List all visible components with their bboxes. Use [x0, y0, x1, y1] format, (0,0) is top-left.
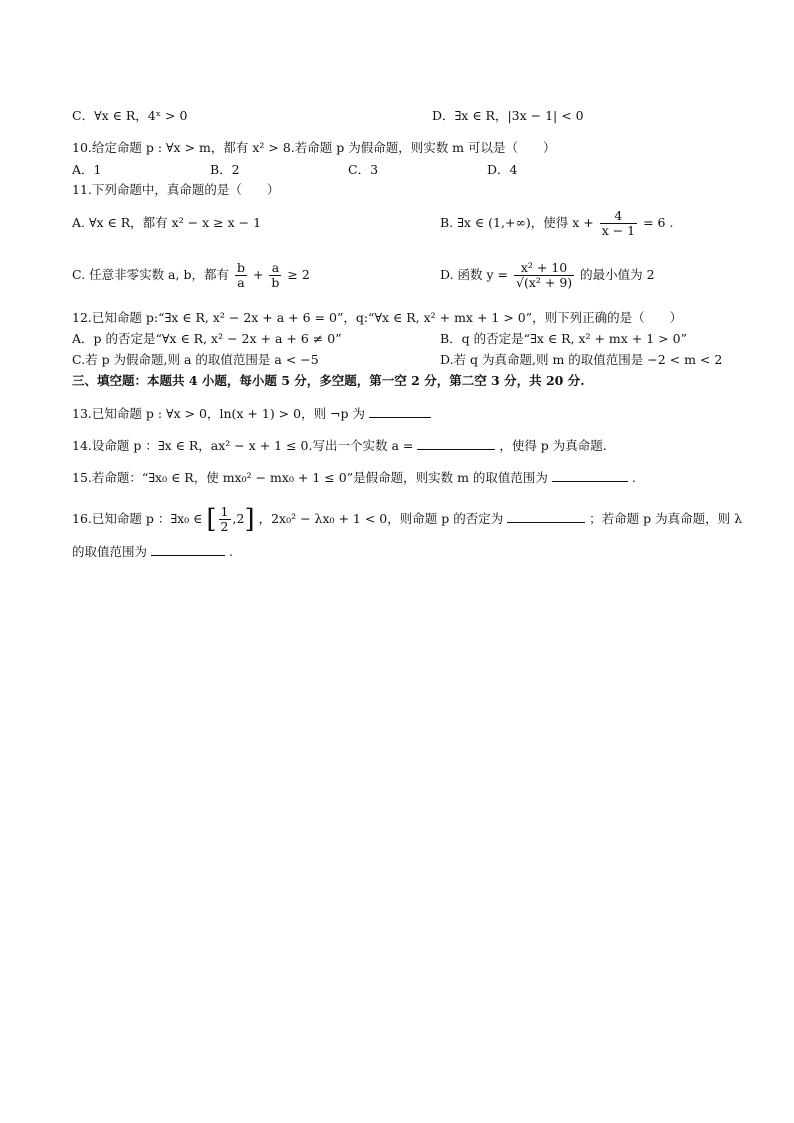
- q12-option-c: C.若 p 为假命题,则 a 的取值范围是 a < −5: [72, 352, 319, 367]
- fraction-denominator: b: [271, 275, 280, 290]
- q11-option-c-prefix: C. 任意非零实数 a, b，都有: [72, 267, 229, 282]
- q11-option-b-fraction: [600, 209, 637, 238]
- q14-prefix: 14.设命题 p ：∃x ∈ R，ax² − x + 1 ≤ 0.写出一个实数 a =: [72, 438, 414, 453]
- q11-option-b-suffix: = 6 .: [643, 215, 674, 230]
- q11-option-d-fraction: [514, 261, 574, 290]
- q16-middle: ，2x₀² − λx₀ + 1 < 0，则命题 p 的否定为: [258, 511, 504, 526]
- q15-prefix: 15.若命题：“∃x₀ ∈ R，使 mx₀² − mx₀ + 1 ≤ 0”是假命题，则实数 m 的取值范围为: [72, 470, 548, 485]
- q14: [72, 437, 607, 454]
- fraction-denominator: √(x² + 9): [516, 275, 573, 290]
- q10-option-b: B．2: [210, 162, 240, 177]
- fraction-numerator: x² + 10: [514, 261, 574, 276]
- plus-sign: +: [252, 267, 264, 282]
- q13-answer-blank[interactable]: [369, 405, 431, 418]
- fraction-numerator: b: [236, 260, 245, 275]
- q16-answer-blank-2[interactable]: [151, 543, 225, 556]
- q11-option-c-fraction-1: [235, 261, 247, 290]
- q11-stem: 11.下列命题中，真命题的是（ ）: [72, 182, 280, 197]
- q15: [72, 469, 636, 486]
- fraction-denominator: 2: [220, 519, 229, 534]
- q11-option-d: [440, 255, 655, 295]
- q9-option-c: C．∀x ∈ R，4ˣ > 0: [72, 108, 188, 123]
- q16-end: .: [228, 544, 233, 559]
- q16-interval-end: ,2: [232, 511, 245, 526]
- q16-prefix: 16.已知命题 p ：∃x₀ ∈: [72, 511, 203, 526]
- q12-stem: 12.已知命题 p:“∃x ∈ R, x² − 2x + a + 6 = 0”，q:“∀x ∈ R, x² + mx + 1 > 0”，则下列正确的是（ ）: [72, 310, 683, 325]
- q15-answer-blank[interactable]: [552, 469, 628, 482]
- fraction-numerator: 4: [600, 209, 637, 224]
- q14-answer-blank[interactable]: [417, 437, 495, 450]
- q11-option-b-prefix: B. ∃x ∈ (1,+∞)，使得 x +: [440, 215, 594, 230]
- q16-middle-2: ；若命题 p 为真命题，则 λ: [589, 511, 743, 526]
- q14-suffix: ，使得 p 为真命题.: [499, 438, 607, 453]
- q11-option-d-prefix: D. 函数 y =: [440, 267, 509, 282]
- q16-line-1: [72, 499, 742, 540]
- q12-option-a: A．p 的否定是“∀x ∈ R, x² − 2x + a + 6 ≠ 0”: [72, 331, 342, 346]
- q16-fraction: [219, 505, 231, 534]
- q13-stem: 13.已知命题 p : ∀x > 0，ln(x + 1) > 0，则 ¬p 为: [72, 406, 365, 421]
- section-3-title: 三、填空题：本题共 4 小题，每小题 5 分，多空题，第一空 2 分，第二空 3 分，共 20 分.: [72, 373, 585, 388]
- q12-option-d: D.若 q 为真命题,则 m 的取值范围是 −2 < m < 2: [440, 352, 723, 367]
- right-bracket: ]: [244, 504, 255, 535]
- q10-option-c: C．3: [348, 162, 379, 177]
- q9-option-d: D．∃x ∈ R，|3x − 1| < 0: [432, 108, 584, 123]
- q11-option-c-fraction-2: [269, 261, 281, 290]
- q13: [72, 405, 431, 422]
- q11-option-c-suffix: ≥ 2: [287, 267, 310, 282]
- q11-option-b: [440, 203, 673, 243]
- q11-option-c: [72, 255, 310, 295]
- fraction-numerator: a: [269, 261, 281, 276]
- fraction-denominator: x − 1: [601, 223, 636, 238]
- fraction-denominator: a: [237, 275, 245, 290]
- q16-line-2: [72, 543, 233, 560]
- fraction-numerator: 1: [220, 504, 229, 519]
- q11-option-a: A. ∀x ∈ R，都有 x² − x ≥ x − 1: [72, 215, 262, 230]
- q10-option-a: A．1: [72, 162, 102, 177]
- q16-answer-blank-1[interactable]: [507, 510, 585, 523]
- q16-line2-text: 的取值范围为: [72, 544, 148, 559]
- q12-option-b: B．q 的否定是“∃x ∈ R, x² + mx + 1 > 0”: [440, 331, 687, 346]
- q11-option-d-suffix: 的最小值为 2: [580, 267, 655, 282]
- q10-stem: 10.给定命题 p : ∀x > m，都有 x² > 8.若命题 p 为假命题，则实数 m 可以是（ ）: [72, 140, 556, 155]
- q15-suffix: .: [631, 470, 636, 485]
- q10-option-d: D．4: [487, 162, 518, 177]
- left-bracket: [: [206, 504, 217, 535]
